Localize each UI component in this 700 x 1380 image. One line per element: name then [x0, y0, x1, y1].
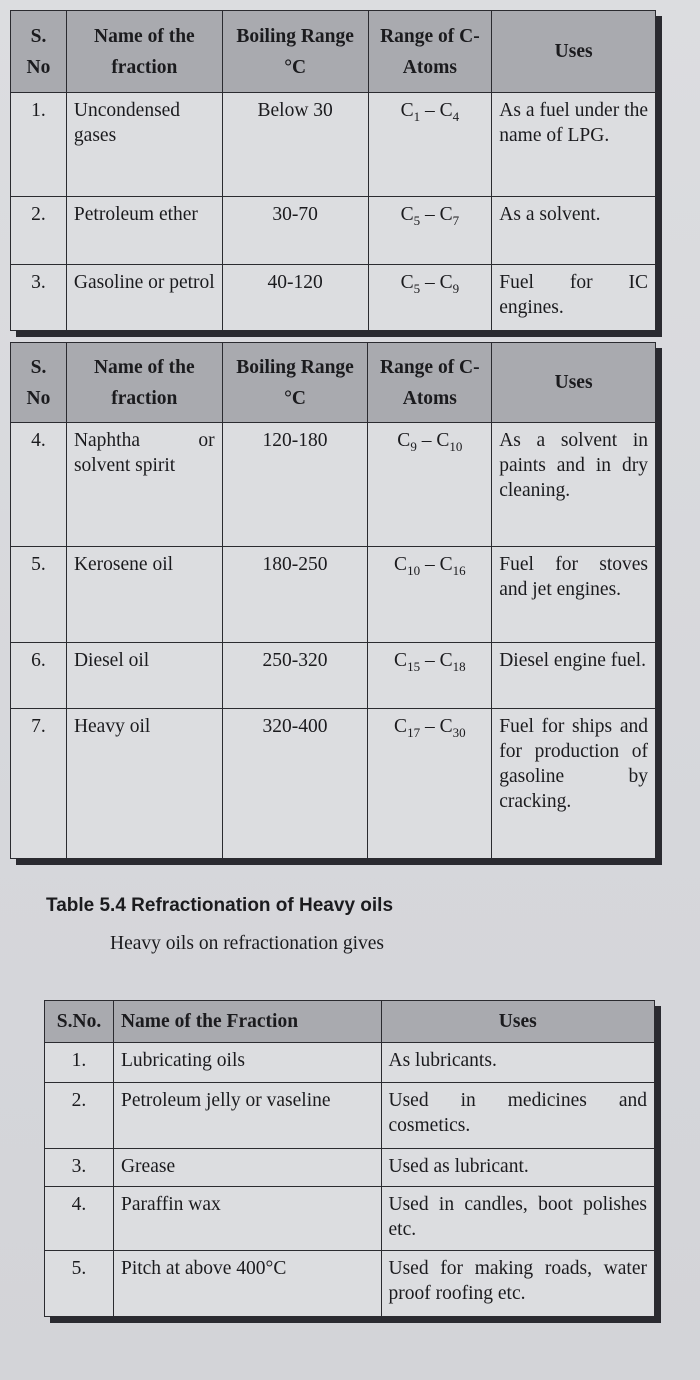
cell-carbon: $C_5 - C_7$: [368, 197, 492, 265]
cell-sno: 4.: [45, 1187, 114, 1251]
heavy-oils-table: [44, 1000, 655, 1317]
cell-uses: Used as lubricant.: [381, 1149, 655, 1187]
table-row: [45, 1187, 655, 1251]
header-name: Name of the fraction: [66, 343, 222, 423]
cell-sno: 1.: [11, 93, 67, 197]
cell-sno: 1.: [45, 1043, 114, 1083]
header-carbon: Range of C-Atoms: [368, 343, 492, 423]
table-row: [11, 265, 656, 331]
cell-name: Petroleum ether: [66, 197, 222, 265]
header-carbon: Range of C-Atoms: [368, 11, 492, 93]
table-row: [11, 643, 656, 709]
cell-name: Uncondensed gases: [66, 93, 222, 197]
table-row: [45, 1083, 655, 1149]
cell-sno: 3.: [45, 1149, 114, 1187]
cell-carbon: $C_5 - C_9$: [368, 265, 492, 331]
header-name: Name of the fraction: [66, 11, 222, 93]
cell-uses: Fuel for stoves and jet engines.: [492, 547, 656, 643]
cell-name: Heavy oil: [66, 709, 222, 859]
cell-name: Diesel oil: [66, 643, 222, 709]
table-row: [11, 423, 656, 547]
table-header-row: [11, 11, 656, 93]
table-row: [45, 1251, 655, 1317]
cell-name: Paraffin wax: [113, 1187, 381, 1251]
cell-name: Grease: [113, 1149, 381, 1187]
cell-uses: Used in medicines and cosmetics.: [381, 1083, 655, 1149]
cell-boiling: Below 30: [222, 93, 368, 197]
cell-name: Lubricating oils: [113, 1043, 381, 1083]
table-row: [45, 1043, 655, 1083]
table-header-row: [45, 1001, 655, 1043]
cell-name: Petroleum jelly or vaseline: [113, 1083, 381, 1149]
cell-boiling: 250-320: [222, 643, 368, 709]
cell-sno: 3.: [11, 265, 67, 331]
cell-uses: As a solvent in paints and in dry cleaning.: [492, 423, 656, 547]
cell-carbon: $C_{15} - C_{18}$: [368, 643, 492, 709]
cell-uses: As a solvent.: [492, 197, 656, 265]
header-uses: Uses: [492, 343, 656, 423]
fractions-table-part2: [10, 342, 656, 859]
cell-name: Pitch at above 400°C: [113, 1251, 381, 1317]
cell-carbon: $C_9 - C_{10}$: [368, 423, 492, 547]
header-name: Name of the Fraction: [113, 1001, 381, 1043]
header-uses: Uses: [381, 1001, 655, 1043]
header-sno: S.No.: [45, 1001, 114, 1043]
cell-uses: Fuel for IC engines.: [492, 265, 656, 331]
header-sno: S. No: [11, 343, 67, 423]
header-uses: Uses: [492, 11, 656, 93]
cell-uses: As lubricants.: [381, 1043, 655, 1083]
table-row: [11, 197, 656, 265]
cell-sno: 2.: [45, 1083, 114, 1149]
cell-carbon: $C_{17} - C_{30}$: [368, 709, 492, 859]
cell-uses: As a fuel under the name of LPG.: [492, 93, 656, 197]
table-row: [45, 1149, 655, 1187]
cell-uses: Used for making roads, water proof roofing etc.: [381, 1251, 655, 1317]
cell-uses: Fuel for ships and for production of gasoline by cracking.: [492, 709, 656, 859]
cell-boiling: 320-400: [222, 709, 368, 859]
table-row: [11, 93, 656, 197]
cell-sno: 7.: [11, 709, 67, 859]
header-boiling: Boiling Range °C: [222, 343, 368, 423]
cell-carbon: $C_{10} - C_{16}$: [368, 547, 492, 643]
header-boiling: Boiling Range °C: [222, 11, 368, 93]
table-caption: Table 5.4 Refractionation of Heavy oils: [46, 895, 394, 916]
cell-boiling: 30-70: [222, 197, 368, 265]
table-row: [11, 709, 656, 859]
intro-text: Heavy oils on refractionation gives: [110, 933, 384, 954]
cell-name: Kerosene oil: [66, 547, 222, 643]
cell-name: Gasoline or petrol: [66, 265, 222, 331]
cell-sno: 6.: [11, 643, 67, 709]
cell-boiling: 40-120: [222, 265, 368, 331]
fractions-table-part1: [10, 10, 656, 331]
table-header-row: [11, 343, 656, 423]
cell-sno: 5.: [45, 1251, 114, 1317]
cell-carbon: $C_1 - C_4$: [368, 93, 492, 197]
cell-sno: 2.: [11, 197, 67, 265]
cell-uses: Diesel engine fuel.: [492, 643, 656, 709]
header-sno: S. No: [11, 11, 67, 93]
cell-uses: Used in candles, boot polishes etc.: [381, 1187, 655, 1251]
cell-boiling: 180-250: [222, 547, 368, 643]
cell-boiling: 120-180: [222, 423, 368, 547]
cell-sno: 5.: [11, 547, 67, 643]
table-row: [11, 547, 656, 643]
cell-name: Naphtha or solvent spirit: [66, 423, 222, 547]
cell-sno: 4.: [11, 423, 67, 547]
